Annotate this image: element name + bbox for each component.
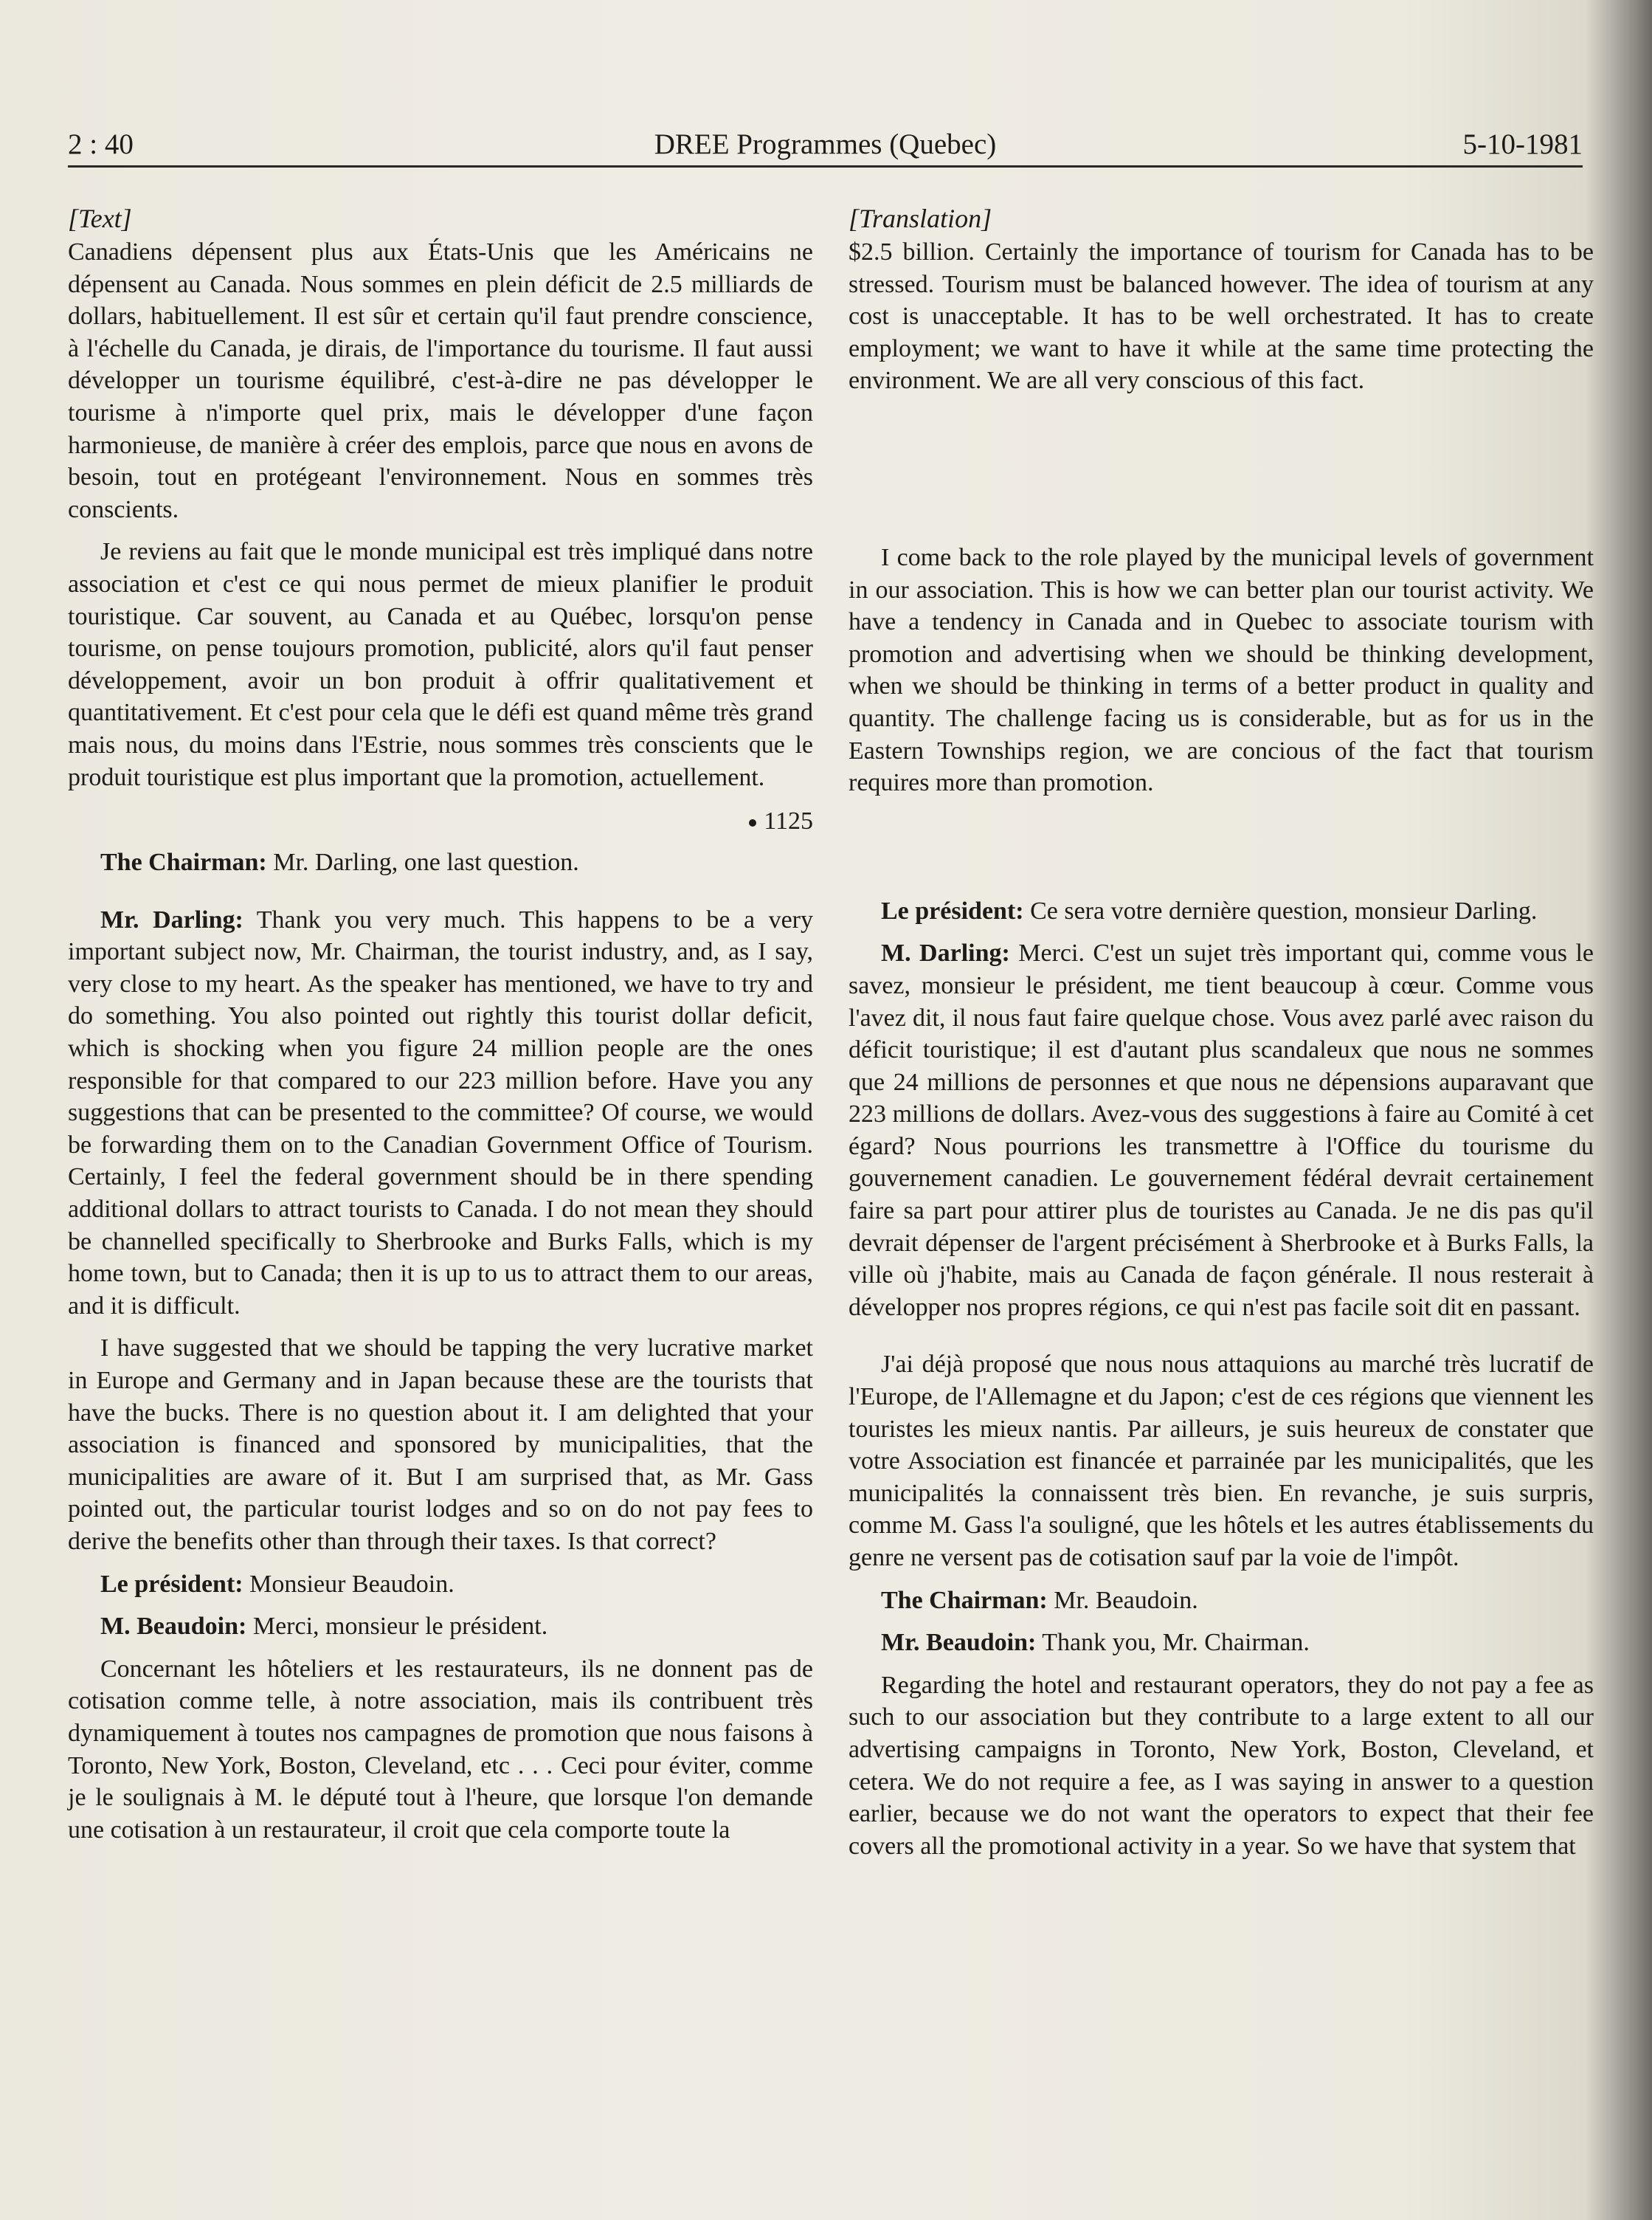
speaker-paragraph	[849, 937, 1594, 1323]
time-marker	[68, 805, 813, 838]
paragraph: Je reviens au fait que le monde municipal est très impliqué dans notre association et c'est ce qui nous permet de mieux planifier le produit touristique. Car souvent, au Canada et au Québec, lorsqu'on pense tourisme, on pense toujours promotion, publicité, alors qu'il faut penser développement, avoir un bon produit à offrir qualitativement et quantitativement. Et c'est pour cela que le défi est quand même très grand mais nous, du moins dans l'Estrie, nous sommes très conscients que le produit touristique est plus important que la promotion, actuellement.	[68, 538, 813, 791]
speaker-paragraph	[68, 847, 813, 879]
speech-text: Mr. Darling, one last question.	[266, 849, 579, 877]
speaker-name: The Chairman:	[100, 849, 267, 877]
paragraph: Concernant les hôteliers et les restaurateurs, ils ne donnent pas de cotisation comme telle, à notre association, mais ils contribuent très dynamiquement à toutes nos campagnes de promotion que nous faisons à Toronto, New York, Boston, Cleveland, etc . . . Ceci pour éviter, comme je le soulignais à M. le député tout à l'heure, que lorsque l'on demande une cotisation à un restaurateur, il croit que cela comporte toute la	[68, 1655, 813, 1844]
page-date: 5-10-1981	[1462, 128, 1583, 160]
speaker-paragraph	[849, 1627, 1594, 1659]
right-column	[849, 201, 1594, 1862]
speaker-name: Le président:	[100, 1570, 243, 1598]
speaker-name: Le président:	[881, 897, 1024, 925]
speaker-name: M. Darling:	[881, 940, 1010, 968]
speech-text: Monsieur Beaudoin.	[243, 1570, 455, 1598]
speech-text: Merci, monsieur le président.	[246, 1613, 548, 1641]
speaker-name: Mr. Beaudoin:	[881, 1629, 1037, 1657]
paragraph: I have suggested that we should be tapping the very lucrative market in Europe and Germany and in Japan because these are the tourists that have the bucks. There is no question about it. I am delighted that your association is financed and sponsored by municipalities, that the municipalities are aware of it. But I am surprised that, as Mr. Gass pointed out, the particular tourist lodges and so on do not pay fees to derive the benefits other than through their taxes. Is that correct?	[68, 1334, 813, 1555]
speaker-paragraph	[68, 904, 813, 1323]
speaker-paragraph	[849, 895, 1594, 928]
paragraph: I come back to the role played by the municipal levels of government in our association. This is how we can better plan our tourist activity. We have a tendency in Canada and in Quebec to associate tourism with promotion and advertising when we should be thinking development, when we should be thinking in terms of a better product in quality and quantity. The challenge facing us is considerable, but as for us in the Eastern Townships region, we are concious of the fact that tourism requires more than promotion.	[849, 543, 1594, 797]
paragraph: Regarding the hotel and restaurant operators, they do not pay a fee as such to our association but they contribute to a large extent to all our advertising campaigns in Toronto, New York, Boston, Cleveland, et cetera. We do not require a fee, as I was saying in answer to a question earlier, because we do not want the operators to expect that their fee covers all the promotional activity in a year. So we have that system that	[849, 1671, 1594, 1860]
column-label-translation: [Translation]	[849, 204, 992, 233]
speech-text: Ce sera votre dernière question, monsieur Darling.	[1023, 897, 1538, 925]
speech-text: Thank you, Mr. Chairman.	[1036, 1629, 1310, 1657]
page-header	[68, 124, 1583, 165]
left-column	[68, 201, 813, 1846]
paragraph: $2.5 billion. Certainly the importance of tourism for Canada has to be stressed. Tourism must be balanced however. The idea of tourism at any cost is unacceptable. It has to be well orchestrated. It has to create employment; we want to have it while at the same time protecting the environment. We are all very conscious of this fact.	[849, 238, 1594, 395]
running-title: DREE Programmes (Quebec)	[654, 128, 997, 160]
speech-text: Mr. Beaudoin.	[1047, 1586, 1198, 1614]
paragraph: Canadiens dépensent plus aux États-Unis que les Américains ne dépensent au Canada. Nous sommes en plein déficit de 2.5 milliards de dollars, habituellement. Il est sûr et certain qu'il faut prendre conscience, à l'échelle du Canada, je dirais, de l'importance du tourisme. Il faut aussi développer un tourisme équilibré, c'est-à-dire ne pas développer le tourisme à n'importe quel prix, mais le développer d'une façon harmonieuse, de manière à créer des emplois, parce que nous en avons de besoin, tout en protégeant l'environnement. Nous en sommes très conscients.	[68, 238, 813, 523]
speaker-name: The Chairman:	[881, 1586, 1048, 1614]
header-rule	[68, 165, 1583, 168]
speaker-paragraph	[68, 1568, 813, 1601]
speech-text: Thank you very much. This happens to be a very important subject now, Mr. Chairman, the tourist industry, and, as I say, very close to my heart. As the speaker has mentioned, we have to try and do something. You also pointed out rightly this tourist dollar deficit, which is shocking when you figure 24 million people are the ones responsible for that compared to our 223 million before. Have you any suggestions that can be presented to the committee? Of course, we would be forwarding them on to the Canadian Government Office of Tourism. Certainly, I feel the federal government should be in there spending additional dollars to attract tourists to Canada. I do not mean they should be channelled specifically to Sherbrooke and Burks Falls, which is my home town, but to Canada; then it is up to us to attract them to our areas, and it is difficult.	[68, 906, 813, 1320]
time-marker-value: 1125	[764, 807, 813, 835]
speech-text: Merci. C'est un sujet très important qui, comme vous le savez, monsieur le président, me tient beaucoup à cœur. Comme vous l'avez dit, il nous faut faire quelque chose. Vous avez parlé avec raison du déficit touristique; il est d'autant plus scandaleux que nous ne sommes que 24 millions de personnes et que nous ne dépensions auparavant que 223 millions de dollars. Avez-vous des suggestions à faire au Comité à cet égard? Nous pourrions les transmettre à l'Office du tourisme du gouvernement canadien. Le gouvernement fédéral devrait certainement faire sa part pour attirer plus de touristes au Canada. Je ne dis pas qu'il devrait dépenser de l'argent précisément à Sherbrooke et à Burks Falls, la ville où j'habite, mais au Canada de façon générale. Il nous resterait à développer nos propres régions, ce qui n'est pas facile soit dit en passant.	[849, 940, 1594, 1321]
speaker-name: M. Beaudoin:	[100, 1613, 247, 1641]
speaker-paragraph	[68, 1610, 813, 1643]
page-folio: 2 : 40	[68, 128, 134, 160]
column-label-text: [Text]	[68, 204, 132, 233]
speaker-name: Mr. Darling:	[100, 906, 243, 934]
paragraph: J'ai déjà proposé que nous nous attaquions au marché très lucratif de l'Europe, de l'Allemagne et du Japon; c'est de ces régions que viennent les touristes les mieux nantis. Par ailleurs, je suis heureux de constater que votre Association est financée et parrainée par les municipalités, que les municipalités la connaissent très bien. En revanche, je suis surpris, comme M. Gass l'a souligné, que les hôtels et les autres établissements du genre ne versent pas de cotisation sauf par la voie de l'impôt.	[849, 1351, 1594, 1571]
speaker-paragraph	[849, 1585, 1594, 1617]
bullet-icon	[749, 819, 756, 827]
